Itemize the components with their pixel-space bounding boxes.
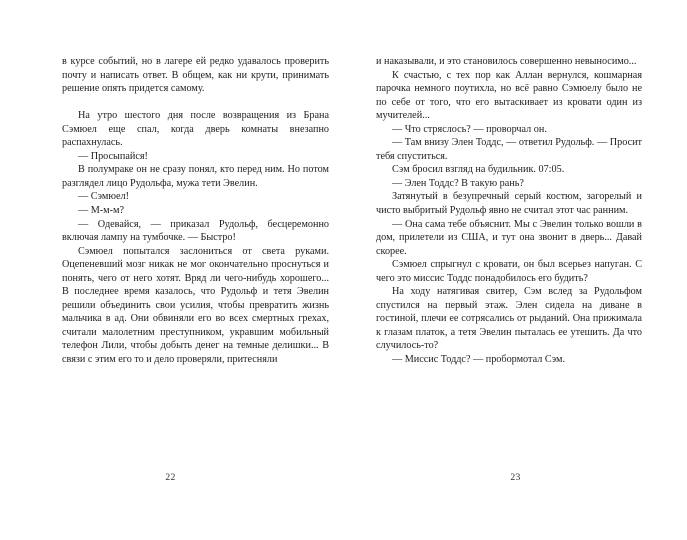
paragraph: В полумраке он не сразу понял, кто перед ним. Но потом разглядел лицо Рудольфа, мужа тети Эвелин. bbox=[62, 164, 329, 189]
paragraph: На ходу натягивая свитер, Сэм вслед за Рудольфом спустился на первый этаж. Элен сидела на диване в гостиной, плечи ее сотрясались от рыданий. Она прижимала к глазам платок, а тетя Эвелин пыталась ее утешить. Да что случилось-то? bbox=[376, 286, 642, 352]
dialogue-line: — М-м-м? bbox=[78, 204, 124, 216]
paragraph: и наказывали, и это становилось совершенно невыносимо... bbox=[376, 56, 637, 67]
page-right bbox=[344, 0, 687, 540]
section-break bbox=[62, 96, 329, 110]
dialogue-line: — Одевайся, — приказал Рудольф, бесцеремонно включая лампу на тумбочке. — Быстро! bbox=[62, 218, 329, 244]
page-right-text-column bbox=[376, 55, 642, 367]
page-number: 22 bbox=[165, 472, 176, 483]
dialogue-line: — Миссис Тоддс? — пробормотал Сэм. bbox=[392, 354, 566, 366]
dialogue-line: — Просыпайся! bbox=[78, 150, 148, 162]
dialogue-line: — Что стряслось? — проворчал он. bbox=[392, 123, 547, 135]
paragraph: в курсе событий, но в лагере ей редко удавалось проверить почту и написать ответ. В общем, как ни крути, принимать решение опять придется самому. bbox=[62, 56, 329, 95]
paragraph: Затянутый в безупречный серый костюм, загорелый и чисто выбритый Рудольф явно не считал этот час ранним. bbox=[376, 191, 642, 217]
dialogue-line: — Там внизу Элен Тоддс, — ответил Рудольф. — Просит тебя спуститься. bbox=[376, 137, 642, 162]
dialogue-line: — Она сама тебе объяснит. Мы с Эвелин только вошли в дом, прилетели из США, и тут она звонит в дверь... Давай скорее. bbox=[376, 218, 642, 257]
paragraph: Сэмюел попытался заслониться от света руками. Оцепеневший мозг никак не мог окончательно проснуться и понять, чего от него хотят. Вряд ли чего-нибудь хорошего... В последнее время казалось, что Рудольф и тетя Эвелин решили объединить свои усилия, чтобы превратить жизнь мальчика в ад. Они обвиняли его во всех смертных грехах, считали малолетним преступником, укравшим мобильный телефон Лили, чтобы добыть денег на темные делишки... В связи с этим его то и дело проверяли, притесняли bbox=[62, 245, 329, 365]
dialogue-line: — Сэмюел! bbox=[78, 191, 129, 203]
page-left bbox=[0, 0, 343, 540]
paragraph: На утро шестого дня после возвращения из Брана Сэмюел еще спал, когда дверь комнаты внезапно распахнулась. bbox=[62, 110, 329, 149]
page-number: 23 bbox=[510, 472, 521, 483]
paragraph: К счастью, с тех пор как Аллан вернулся, кошмарная парочка немного поутихла, но всё равно Сэмюелу было не по себе от того, что его вытаскивает из кровати один из мучителей... bbox=[376, 69, 642, 122]
paragraph: Сэм бросил взгляд на будильник. 07:05. bbox=[392, 164, 565, 176]
paragraph: Сэмюел спрыгнул с кровати, он был всерьез напуган. С чего это миссис Тоддс понадобилось его будить? bbox=[376, 259, 642, 284]
dialogue-line: — Элен Тоддс? В такую рань? bbox=[392, 177, 524, 189]
page-left-text-column bbox=[62, 55, 329, 367]
